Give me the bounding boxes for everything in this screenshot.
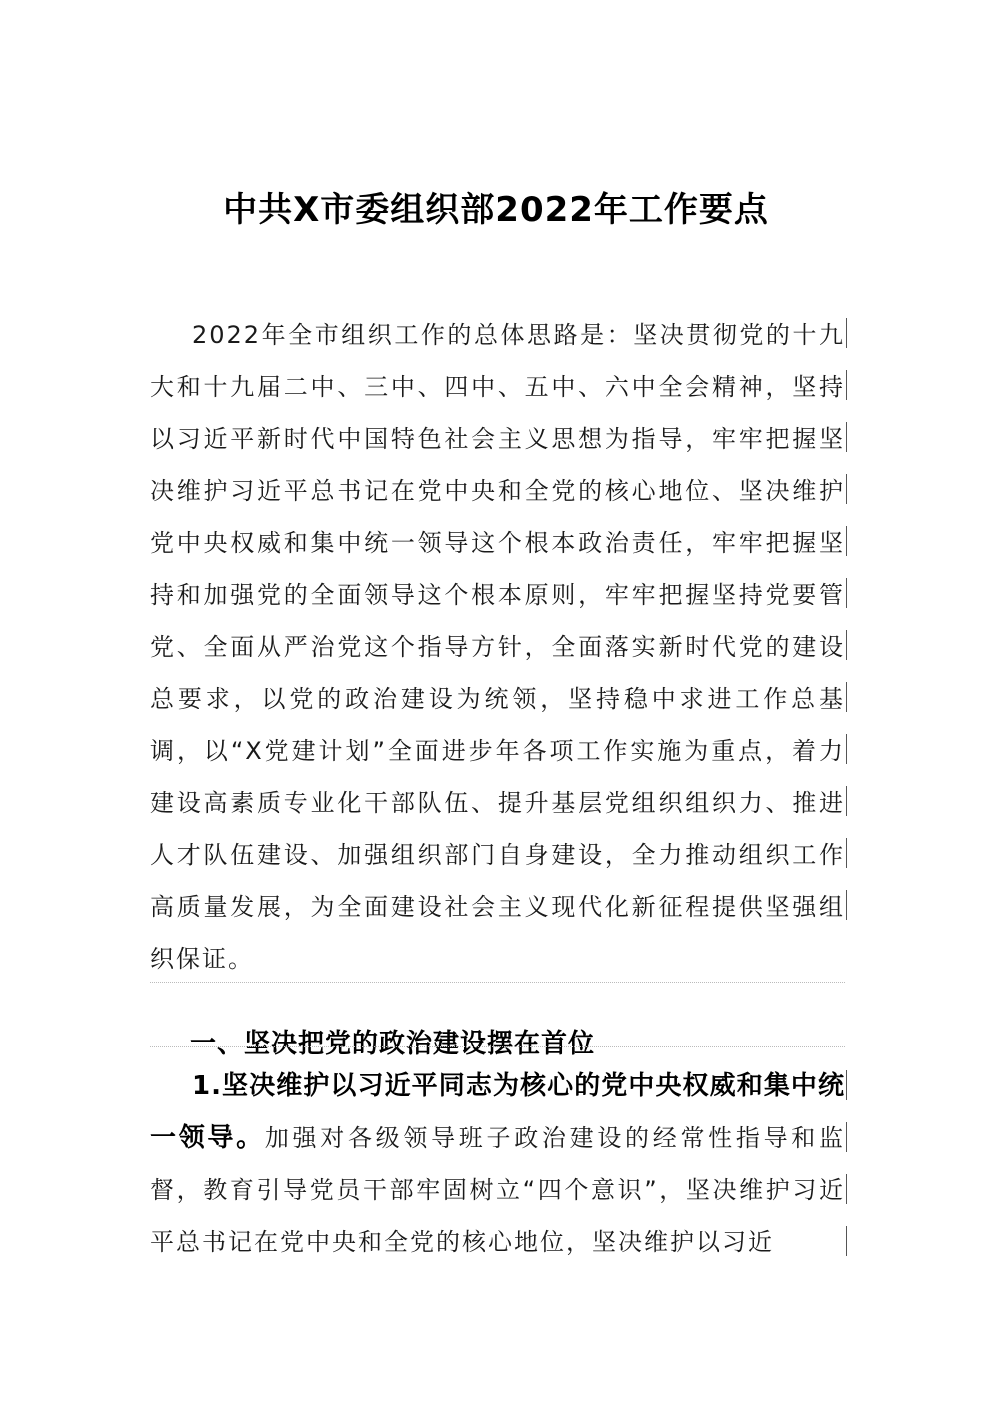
item-1-lead-sentence: 1.坚决维护以习近平同志为核心的党中央权威和集中统一领导。 bbox=[150, 1071, 845, 1153]
text-margin-mark bbox=[846, 578, 847, 608]
text-margin-mark bbox=[846, 630, 847, 660]
text-margin-mark bbox=[846, 1174, 847, 1204]
section-heading-political-building: 一、坚决把党的政治建设摆在首位 bbox=[190, 1028, 596, 1059]
text-margin-mark bbox=[846, 682, 847, 712]
item-1-body-text: 加强对各级领导班子政治建设的经常性指导和监督，教育引导党员干部牢固树立“四个意识”，坚决维护习近平总书记在党中央和全党的核心地位，坚决维护以习近 bbox=[150, 1124, 845, 1256]
text-margin-mark bbox=[846, 318, 847, 348]
text-margin-mark bbox=[846, 890, 847, 920]
document-title: 中共X市委组织部2022年工作要点 bbox=[223, 189, 769, 230]
text-margin-mark bbox=[846, 1226, 847, 1256]
paragraph-item-1 bbox=[150, 1060, 845, 1268]
text-margin-mark bbox=[846, 1070, 847, 1100]
text-margin-mark bbox=[846, 474, 847, 504]
text-margin-mark bbox=[846, 1122, 847, 1152]
text-margin-mark bbox=[846, 422, 847, 452]
text-margin-mark bbox=[846, 838, 847, 868]
section-divider-bottom bbox=[150, 1046, 845, 1047]
section-divider-top bbox=[150, 982, 845, 983]
text-margin-mark bbox=[846, 370, 847, 400]
text-margin-mark bbox=[846, 526, 847, 556]
text-margin-mark bbox=[846, 786, 847, 816]
paragraph-overall-approach: 2022年全市组织工作的总体思路是：坚决贯彻党的十九大和十九届二中、三中、四中、五中、六中全会精神，坚持以习近平新时代中国特色社会主义思想为指导，牢牢把握坚决维护习近平总书记在党中央和全党的核心地位、坚决维护党中央权威和集中统一领导这个根本政治责任，牢牢把握坚持和加强党的全面领导这个根本原则，牢牢把握坚持党要管党、全面从严治党这个指导方针，全面落实新时代党的建设总要求，以党的政治建设为统领，坚持稳中求进工作总基调，以“X党建计划”全面进步年各项工作实施为重点，着力建设高素质专业化干部队伍、提升基层党组织组织力、推进人才队伍建设、加强组织部门自身建设，全力推动组织工作高质量发展，为全面建设社会主义现代化新征程提供坚强组织保证。 bbox=[150, 321, 845, 973]
text-margin-mark bbox=[846, 734, 847, 764]
